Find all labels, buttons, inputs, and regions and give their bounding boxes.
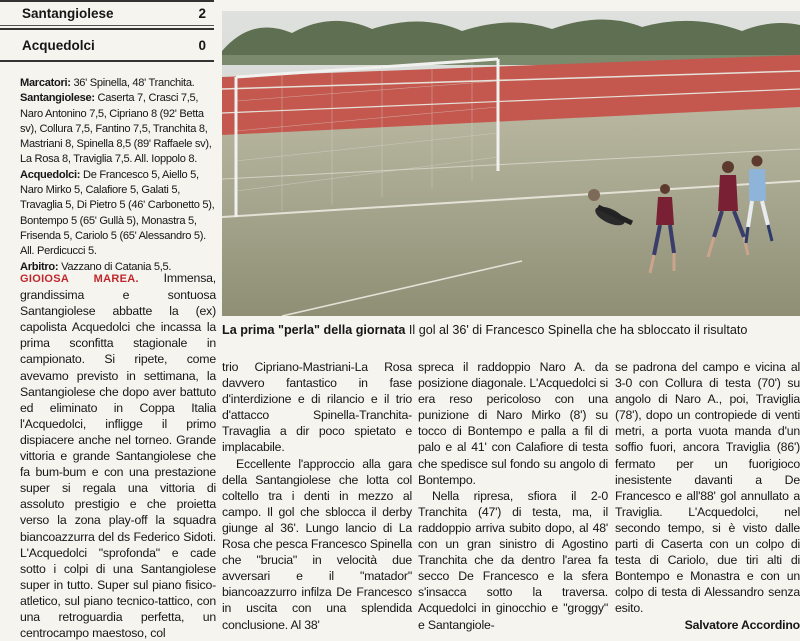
article-column-1 [20,270,216,641]
article-paragraph-6: se padrona del campo e vicina al 3-0 con Collura di testa (70') su angolo di Naro A., poi, Traviglia (78'), dopo un contropiede di venti metri, a porta vuota manda d'un soffio fuori, ancora Traviglia (86') fermato per un fuorigioco inesistente davanti a De Francesco e all'88' gol annullato a Traviglia. L'Acquedolci, nel secondo tempo, si è visto dalle parti di Caserta con un colpo di testa di Cariolo, due tiri alti di Bontempo e Monastra e con un colpo di testa di Alessandro senza esito. [615,360,800,616]
article-paragraph-1 [20,270,216,641]
home-lineup-label: Santangiolese: [20,92,95,105]
article-paragraph-2: trio Cipriano-Mastriani-La Rosa davvero fantastico in fase d'interdizione e di rilancio e il trio d'attacco Spinella-Tranchita-Travaglia a dir poco spietato e implacabile. [222,360,412,455]
referee-label: Arbitro: [20,260,59,273]
article-column-2 [222,359,412,633]
caption-headline: La prima "perla" della giornata [222,323,406,337]
scorers-line [20,76,216,91]
caption-text: Il gol al 36' di Francesco Spinella che ha sbloccato il risultato [408,323,748,337]
article-author: Salvatore Accordino [684,617,800,632]
away-lineup-text: De Francesco 5, Aiello 5, Naro Mirko 5, Calafiore 5, Galati 5, Travaglia 5, Di Pietro 5 (46' Carbonetto 5), Bontempo 5 (65' Gullà 5), Monastra 5, Frisenda 5, Cariolo 5 (65' Alessandro 5). All. Perdicucci 5. [20,168,215,258]
home-team-name: Santangiolese [22,6,114,21]
football-goal-scene-illustration [222,11,800,316]
away-team-name: Acquedolci [22,37,95,53]
referee-text: Vazzano di Catania 5,5. [61,260,172,273]
match-photo [222,11,800,316]
article-column-3 [418,359,608,633]
photo-caption [222,322,800,338]
article-paragraph-4: spreca il raddoppio Naro A. da posizione diagonale. L'Acquedolci si era reso pericoloso con una punizione di Naro Mirko (8') su tocco di Bontempo e palla a fil di palo e al 41' con Calafiore di testa che spedisce sul fondo su angolo di Bontempo. [418,360,608,487]
scorers-text: 36' Spinella, 48' Tranchita. [73,77,195,89]
home-team-score: 2 [198,6,206,21]
scoreboard-away [0,28,214,62]
scorers-label: Marcatori: [20,77,71,89]
article-paragraph-1-text: Immensa, grandissima e sontuosa Santangiolese abbatte la (ex) capolista Acquedolci che incassa la prima sconfitta stagionale in campionato. Si ripete, come avevamo previsto in settimana, la Santangiolese che dopo aver battuto ed eliminato in Coppa Italia l'Acquedolci, infligge il primo dispiacere anche nel torneo. Grande vittoria e grande Santangiolese che fa bum-bum e con una prestazione super si regala una vittoria di assoluto prestigio e che proietta verso la zona play-off la squadra biancoazzurra del ds Federico Sidoti. L'Acquedolci "sprofonda" e cade sotto i colpi di una Santangiolese super in tutto. Super sul piano fisico-atletico, sul piano tecnico-tattico, con una retroguardia perfetta, un centrocampo maestoso, col [20,271,216,641]
article-kicker: GIOIOSA MAREA. [20,273,139,285]
match-info-box [20,76,216,275]
away-lineup-label: Acquedolci: [20,168,81,181]
home-lineup-line [20,91,216,167]
scoreboard-home [0,0,214,26]
away-lineup-line [20,168,216,260]
article-column-4 [615,359,800,633]
home-lineup-text: Caserta 7, Crasci 7,5, Naro Antonino 7,5, Cipriano 8 (92' Betta sv), Collura 7,5, Fantino 7,5, Tranchita 8, Mastriani 8, Spinella 8,5 (89' Raffaele sv), La Rosa 8, Traviglia 7,5. All. Ioppolo 8. [20,92,212,166]
away-team-score: 0 [198,37,206,53]
article-paragraph-3: Eccellente l'approccio alla gara della Santangiolese che lotta col coltello tra i denti in mezzo al campo. Il gol che sblocca il derby giunge al 36'. Lungo lancio di La Rosa che pesca Francesco Spinella che "brucia" in velocità due avversari e il "matador" biancoazzurro infilza De Francesco in uscita con una splendida conclusione. Al 38' [222,456,412,632]
article-paragraph-5: Nella ripresa, sfiora il 2-0 Tranchita (47') di testa, ma, il raddoppio arriva subito dopo, al 48' con un gran sinistro di Agostino Tranchita che da dentro l'area fa secco De Francesco e la sfera s'insacca sotto la traversa. Acquedolci in ginocchio e "groggy" e Santangiole- [418,488,608,632]
